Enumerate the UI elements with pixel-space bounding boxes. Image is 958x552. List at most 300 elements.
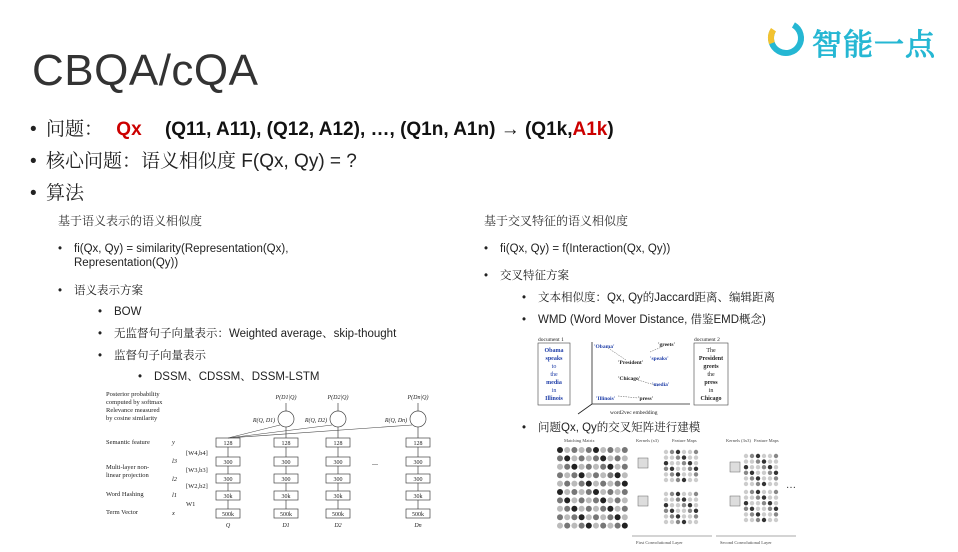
feature-map-cell	[670, 514, 674, 518]
match-caption-2: Feature Maps	[672, 438, 697, 443]
matrix-cell	[607, 523, 613, 529]
dssm-dn-l1: 30k	[413, 494, 423, 500]
matrix-cell	[600, 472, 606, 478]
dssm-prob-d2: P(D2|Q)	[327, 395, 349, 401]
feature-map-cell	[750, 476, 754, 480]
feature-map-cell	[768, 507, 772, 511]
feature-map-cell	[744, 459, 748, 463]
matrix-cell	[622, 489, 628, 495]
left-dssm-label: DSSM、CDSSM、DSSM-LSTM	[154, 371, 320, 383]
feature-map-cell	[694, 467, 698, 471]
feature-map-cell	[768, 465, 772, 469]
right-matrix: • 问题Qx, Qy的交叉矩阵进行建模	[522, 422, 701, 434]
dssm-label-multilayer-1: Multi-layer non-	[106, 464, 150, 471]
matrix-cell	[579, 514, 585, 520]
wmd-word-president: 'President'	[618, 360, 644, 366]
matrix-cell	[586, 514, 592, 520]
matrix-cell	[557, 523, 563, 529]
matrix-cell	[607, 506, 613, 512]
feature-map-cell	[762, 495, 766, 499]
matrix-cell	[615, 523, 621, 529]
matrix-cell	[622, 447, 628, 453]
feature-map-cell	[774, 471, 778, 475]
left-scheme: • 语义表示方案	[58, 285, 143, 297]
left-scheme-label: 语义表示方案	[74, 285, 143, 297]
feature-map-cell	[744, 465, 748, 469]
dssm-dn-x: 500k	[412, 512, 424, 518]
wmd-doc2-title: document 2	[694, 337, 720, 343]
bullet-core: • 核心问题：语义相似度 F(Qx, Qy) = ?	[30, 151, 357, 172]
feature-map-cell	[682, 503, 686, 507]
matrix-cell	[586, 447, 592, 453]
matrix-cell	[622, 514, 628, 520]
feature-map-cell	[664, 472, 668, 476]
matching-matrix-grid	[557, 447, 628, 529]
matrix-cell	[564, 472, 570, 478]
dssm-sym-l1: l1	[172, 492, 178, 499]
question-qx: Qx	[116, 119, 142, 140]
matrix-cell	[607, 455, 613, 461]
feature-map-cell	[762, 482, 766, 486]
left-formula: • fi(Qx, Qy) = similarity(Representation(Qx), Representation(Qy))	[58, 243, 289, 269]
dssm-dn-y: 128	[413, 441, 423, 447]
dssm-d1-l1: 30k	[281, 494, 291, 500]
logo-text: 智能一点	[812, 28, 936, 63]
matrix-cell	[579, 464, 585, 470]
wmd-doc1-w6: Illinois	[545, 396, 563, 402]
right-wmd-label: WMD (Word Mover Distance, 借鉴EMD概念)	[538, 314, 766, 326]
left-dssm: • DSSM、CDSSM、DSSM-LSTM	[138, 371, 320, 383]
matrix-cell	[622, 472, 628, 478]
feature-map-cell	[694, 497, 698, 501]
matrix-cell	[586, 472, 592, 478]
matrix-cell	[564, 514, 570, 520]
dssm-rel-dn: R(Q, Dn)	[384, 418, 408, 424]
matrix-cell	[615, 472, 621, 478]
feature-map-cell	[756, 490, 760, 494]
match-footer-2: Second Convolutional Layer	[720, 540, 772, 545]
matrix-cell	[622, 497, 628, 503]
feature-map-cell	[756, 518, 760, 522]
match-matrix-diagram	[540, 436, 802, 548]
matrix-cell	[571, 447, 577, 453]
feature-map-cell	[750, 465, 754, 469]
right-formula: • fi(Qx, Qy) = f(Interaction(Qx, Qy))	[484, 243, 671, 255]
matrix-cell	[571, 481, 577, 487]
feature-map-cell	[744, 512, 748, 516]
wmd-word-illinois: 'Illinois'	[596, 396, 616, 402]
dssm-prob-d1: P(D1|Q)	[275, 395, 297, 401]
matrix-cell	[564, 497, 570, 503]
dssm-dn-l3: 300	[413, 460, 423, 466]
matrix-cell	[564, 506, 570, 512]
feature-map-cell	[694, 514, 698, 518]
feature-map-cell	[762, 454, 766, 458]
feature-map-cell	[682, 514, 686, 518]
matrix-cell	[615, 447, 621, 453]
dssm-d2-x: 500k	[332, 512, 344, 518]
wmd-word-media: 'media'	[652, 382, 670, 388]
right-wmd: • WMD (Word Mover Distance, 借鉴EMD概念)	[522, 314, 766, 326]
matrix-cell	[600, 523, 606, 529]
feature-map-cell	[676, 450, 680, 454]
matrix-cell	[557, 455, 563, 461]
feature-map-cell	[762, 501, 766, 505]
feature-map-cell	[744, 482, 748, 486]
feature-map-cell	[774, 482, 778, 486]
dssm-sym-x: x	[172, 510, 175, 517]
wmd-word-greets: 'greets'	[658, 342, 676, 348]
matrix-cell	[600, 514, 606, 520]
feature-map-cell	[744, 518, 748, 522]
matrix-cell	[557, 489, 563, 495]
dssm-label-posterior-1: Posterior probability	[106, 391, 160, 398]
question-result-answer: A1k	[572, 119, 608, 140]
feature-map-cell	[688, 472, 692, 476]
matrix-cell	[586, 523, 592, 529]
feature-map-cell	[774, 476, 778, 480]
match-caption-1: Kernels (x3)	[636, 438, 659, 443]
dssm-sym-y: y	[172, 439, 175, 446]
dssm-q-x: 500k	[222, 512, 234, 518]
feature-map-cell	[768, 501, 772, 505]
feature-map-cell	[664, 467, 668, 471]
matrix-cell	[593, 481, 599, 487]
feature-map-cell	[750, 512, 754, 516]
feature-map-cell	[676, 497, 680, 501]
feature-map-cell	[750, 501, 754, 505]
dssm-rel-d1: R(Q, D1)	[252, 418, 276, 424]
matrix-cell	[600, 497, 606, 503]
feature-map-cell	[768, 495, 772, 499]
wmd-doc1-w5: in	[551, 388, 557, 394]
feature-map-cell	[694, 478, 698, 482]
wmd-doc1-w1: speaks	[545, 356, 563, 362]
dssm-d1-l2: 300	[281, 477, 291, 483]
matrix-cell	[571, 514, 577, 520]
matrix-cell	[607, 489, 613, 495]
matrix-cell	[564, 489, 570, 495]
feature-map-cell	[664, 509, 668, 513]
matrix-cell	[622, 464, 628, 470]
matrix-cell	[600, 464, 606, 470]
wmd-doc2-w2: greets	[703, 364, 719, 370]
dssm-connections	[228, 425, 412, 438]
feature-map-cell	[750, 454, 754, 458]
matrix-cell	[564, 523, 570, 529]
matrix-cell	[557, 464, 563, 470]
matrix-cell	[593, 514, 599, 520]
feature-map-cell	[768, 512, 772, 516]
ring-logo-icon	[766, 18, 806, 58]
feature-map-cell	[688, 520, 692, 524]
dssm-label-multilayer-2: linear projection	[106, 472, 149, 479]
feature-map-cell	[682, 497, 686, 501]
left-unsup-label: 无监督句子向量表示：Weighted average、skip-thought	[114, 328, 397, 340]
dssm-rel-d2: R(Q, D2)	[304, 418, 328, 424]
feature-map-cell	[774, 490, 778, 494]
matrix-cell	[579, 497, 585, 503]
feature-map-cell	[750, 495, 754, 499]
match-caption-4: Feature Maps	[754, 438, 779, 443]
feature-map-cell	[676, 467, 680, 471]
dssm-q-l3: 300	[223, 460, 233, 466]
feature-map-cell	[762, 476, 766, 480]
matrix-cell	[593, 447, 599, 453]
dssm-ellipsis: ...	[372, 458, 378, 467]
feature-map-cell	[774, 465, 778, 469]
matrix-cell	[615, 497, 621, 503]
feature-map-cell	[664, 514, 668, 518]
feature-map-cell	[688, 478, 692, 482]
feature-map-cell	[670, 467, 674, 471]
feature-map-cell	[676, 461, 680, 465]
matrix-cell	[593, 472, 599, 478]
feature-map-cell	[768, 471, 772, 475]
dssm-label-relevance-1: Relevance measured	[106, 407, 160, 414]
wmd-doc2-w1: President	[698, 356, 724, 362]
wmd-doc1-title: document 1	[538, 337, 564, 343]
matrix-cell	[579, 523, 585, 529]
feature-map-cell	[664, 478, 668, 482]
feature-maps	[664, 450, 778, 524]
dssm-col-q: Q	[225, 523, 231, 529]
dssm-d2-l3: 300	[333, 460, 343, 466]
feature-map-cell	[676, 478, 680, 482]
wmd-doc1-w0: Obama	[544, 348, 564, 354]
feature-map-cell	[676, 514, 680, 518]
feature-map-cell	[688, 509, 692, 513]
matrix-cell	[579, 489, 585, 495]
feature-map-cell	[688, 467, 692, 471]
feature-map-cell	[756, 465, 760, 469]
feature-map-cell	[774, 512, 778, 516]
algo-text: 算法	[46, 183, 85, 204]
matrix-cell	[615, 481, 621, 487]
feature-map-cell	[694, 461, 698, 465]
feature-map-cell	[756, 501, 760, 505]
feature-map-cell	[664, 492, 668, 496]
feature-map-cell	[670, 450, 674, 454]
matrix-cell	[579, 481, 585, 487]
matrix-cell	[564, 455, 570, 461]
bullet-question: • 问题： Qx (Q11, A11), (Q12, A12), …, (Q1n, A1n) → (Q1k,A1k)	[30, 119, 614, 140]
dssm-label-posterior-2: computed by softmax	[106, 399, 163, 406]
matrix-cell	[571, 506, 577, 512]
feature-map-cell	[694, 455, 698, 459]
slide-title: CBQA/cQA	[32, 46, 259, 95]
matrix-cell	[586, 489, 592, 495]
dssm-d1-x: 500k	[280, 512, 292, 518]
feature-map-cell	[682, 467, 686, 471]
feature-map-cell	[756, 512, 760, 516]
feature-map-cell	[688, 492, 692, 496]
dssm-prob-dn: P(Dn|Q)	[407, 395, 429, 401]
feature-map-cell	[670, 492, 674, 496]
feature-map-cell	[682, 472, 686, 476]
feature-map-cell	[768, 476, 772, 480]
matrix-cell	[607, 514, 613, 520]
right-formula-text: fi(Qx, Qy) = f(Interaction(Qx, Qy))	[500, 243, 671, 255]
feature-map-cell	[750, 471, 754, 475]
feature-map-cell	[688, 514, 692, 518]
dssm-col-dn: Dn	[414, 523, 422, 529]
feature-map-cell	[756, 454, 760, 458]
feature-map-cell	[756, 482, 760, 486]
feature-map-cell	[750, 518, 754, 522]
feature-map-cell	[762, 518, 766, 522]
matrix-cell	[607, 497, 613, 503]
feature-map-cell	[670, 497, 674, 501]
feature-map-cell	[676, 492, 680, 496]
matrix-cell	[622, 481, 628, 487]
matrix-cell	[571, 489, 577, 495]
feature-map-cell	[682, 520, 686, 524]
feature-map-cell	[682, 455, 686, 459]
dssm-weight-4: [W4,b4]	[186, 450, 208, 457]
feature-map-cell	[682, 461, 686, 465]
feature-map-cell	[744, 454, 748, 458]
feature-map-cell	[670, 472, 674, 476]
matrix-cell	[622, 455, 628, 461]
wmd-links	[608, 346, 664, 398]
matrix-cell	[615, 514, 621, 520]
feature-map-cell	[670, 455, 674, 459]
matrix-cell	[586, 506, 592, 512]
right-scheme: • 交叉特征方案	[484, 270, 569, 282]
matrix-cell	[593, 464, 599, 470]
matrix-cell	[557, 514, 563, 520]
feature-map-cell	[664, 503, 668, 507]
feature-map-cell	[694, 520, 698, 524]
wmd-doc1-w2: to	[551, 364, 557, 370]
wmd-doc1-w4: media	[546, 380, 562, 386]
left-heading: 基于语义表示的语义相似度	[58, 214, 203, 228]
feature-map-cell	[694, 492, 698, 496]
feature-map-cell	[744, 490, 748, 494]
matrix-cell	[571, 472, 577, 478]
matrix-cell	[622, 506, 628, 512]
dssm-sym-l3: l3	[172, 458, 178, 465]
wmd-word-press: 'press'	[638, 396, 654, 402]
match-ellipsis: …	[786, 480, 796, 491]
matrix-cell	[607, 481, 613, 487]
matrix-cell	[557, 472, 563, 478]
feature-map-cell	[750, 490, 754, 494]
feature-map-cell	[682, 509, 686, 513]
feature-map-cell	[688, 450, 692, 454]
feature-map-cell	[688, 497, 692, 501]
feature-map-cell	[694, 509, 698, 513]
matrix-cell	[615, 489, 621, 495]
wmd-diagram	[534, 334, 732, 416]
feature-map-cell	[774, 454, 778, 458]
feature-map-cell	[682, 450, 686, 454]
feature-map-cell	[688, 503, 692, 507]
dssm-sym-l2: l2	[172, 476, 178, 483]
dssm-weight-1: W1	[186, 501, 196, 508]
feature-map-cell	[774, 518, 778, 522]
matrix-cell	[586, 497, 592, 503]
feature-map-cell	[744, 495, 748, 499]
feature-map-cell	[756, 507, 760, 511]
matrix-cell	[593, 523, 599, 529]
feature-map-cell	[664, 450, 668, 454]
left-formula-line1: fi(Qx, Qy) = similarity(Representation(Qx),	[74, 243, 289, 255]
matrix-cell	[571, 523, 577, 529]
feature-map-cell	[664, 461, 668, 465]
dssm-col-d1: D1	[282, 523, 290, 529]
left-unsup: • 无监督句子向量表示：Weighted average、skip-thought	[98, 328, 397, 340]
dssm-q-l2: 300	[223, 477, 233, 483]
feature-map-cell	[682, 478, 686, 482]
dssm-d2-l2: 300	[333, 477, 343, 483]
matrix-cell	[600, 447, 606, 453]
matrix-cell	[557, 506, 563, 512]
dssm-q-l1: 30k	[223, 494, 233, 500]
match-footer-1: First Convolutional Layer	[636, 540, 683, 545]
wmd-doc2-w6: Chicago	[700, 396, 722, 402]
left-bow-label: BOW	[114, 306, 142, 318]
matrix-cell	[593, 455, 599, 461]
matrix-cell	[607, 472, 613, 478]
matrix-cell	[557, 447, 563, 453]
feature-map-cell	[744, 471, 748, 475]
feature-map-cell	[762, 512, 766, 516]
feature-map-cell	[756, 471, 760, 475]
dssm-weight-3: [W3,b3]	[186, 467, 208, 474]
feature-map-cell	[762, 459, 766, 463]
feature-map-cell	[744, 476, 748, 480]
feature-map-cell	[756, 495, 760, 499]
matrix-cell	[593, 489, 599, 495]
question-result-close: )	[607, 119, 614, 140]
wmd-doc2-w3: the	[707, 372, 715, 378]
dssm-label-relevance-2: by cosine similarity	[106, 415, 158, 422]
feature-map-cell	[688, 461, 692, 465]
match-caption-3: Kernels (3x3)	[726, 438, 751, 443]
dssm-col-d2: D2	[334, 523, 342, 529]
wmd-doc1-w3: the	[550, 372, 558, 378]
dssm-q-y: 128	[223, 441, 233, 447]
matrix-cell	[600, 489, 606, 495]
feature-map-cell	[676, 503, 680, 507]
feature-map-cell	[676, 520, 680, 524]
feature-map-cell	[694, 503, 698, 507]
feature-map-cell	[682, 492, 686, 496]
matrix-cell	[593, 506, 599, 512]
wmd-doc2-w4: press	[704, 380, 718, 386]
wmd-word-obama: 'Obama'	[594, 344, 615, 350]
matrix-cell	[571, 455, 577, 461]
matrix-cell	[607, 464, 613, 470]
feature-map-cell	[750, 482, 754, 486]
feature-map-cell	[768, 454, 772, 458]
feature-map-cell	[688, 455, 692, 459]
matrix-cell	[579, 472, 585, 478]
dssm-d1-y: 128	[281, 441, 291, 447]
feature-map-cell	[768, 459, 772, 463]
dssm-label-semantic: Semantic feature	[106, 439, 150, 446]
matrix-cell	[586, 455, 592, 461]
feature-map-cell	[694, 472, 698, 476]
feature-map-cell	[670, 478, 674, 482]
feature-map-cell	[676, 455, 680, 459]
dssm-label-term: Term Vector	[106, 509, 139, 516]
matrix-cell	[615, 506, 621, 512]
matrix-cell	[600, 455, 606, 461]
matrix-cell	[579, 447, 585, 453]
